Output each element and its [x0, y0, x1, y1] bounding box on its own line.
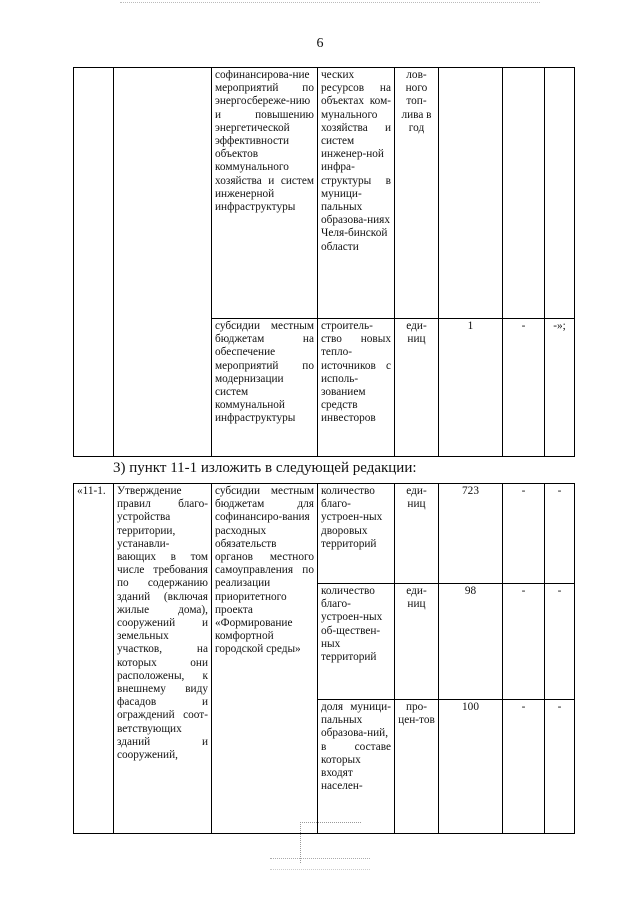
table-continuation — [73, 67, 575, 457]
cell-value-3: -»; — [545, 319, 575, 457]
cell-empty-1 — [74, 68, 114, 457]
cell-empty-2 — [114, 68, 212, 457]
cell-measure: субсидии местным бюджетам на обеспечение мероприятий по модернизации систем коммунальной инфраструктуры — [212, 319, 318, 457]
cell-value-2 — [503, 68, 545, 319]
faint-stamp — [300, 822, 361, 863]
table-row — [74, 484, 575, 584]
cell-unit: еди-ниц — [395, 484, 439, 584]
scan-noise-top — [120, 2, 540, 7]
cell-value: 723 — [439, 484, 503, 584]
cell-value-2: - — [503, 319, 545, 457]
cell-value-2: - — [503, 484, 545, 584]
cell-value-3: - — [545, 584, 575, 700]
table-row — [74, 68, 575, 319]
cell-indicator: количество благо-устроен-ных об-ществен-ных территорий — [318, 584, 395, 700]
table-item-11-1 — [73, 483, 575, 834]
cell-value: 98 — [439, 584, 503, 700]
cell-value-2: - — [503, 584, 545, 700]
cell-value-3 — [545, 68, 575, 319]
cell-indicator: количество благо-устроен-ных дворовых территорий — [318, 484, 395, 584]
cell-unit: еди-ниц — [395, 319, 439, 457]
cell-unit: про-цен-тов — [395, 700, 439, 834]
amendment-sentence: 3) пункт 11-1 изложить в следующей редакции: — [113, 460, 417, 476]
cell-indicator: доля муници-пальных образова-ний, в составе которых входят населен- — [318, 700, 395, 834]
cell-value-3: - — [545, 700, 575, 834]
cell-value: 1 — [439, 319, 503, 457]
item-number: «11-1. — [74, 484, 114, 834]
cell-value-3: - — [545, 484, 575, 584]
cell-value — [439, 68, 503, 319]
page-number: 6 — [316, 36, 324, 51]
cell-requirement: Утверждение правил благо-устройства территории, устанавли-вающих в том числе требования по содержанию зданий (включая жилые дома), сооружений и земельных участков, на которых они расположены, к внешнему виду фасадов и ограждений соот-ветствующих зданий и сооружений, — [114, 484, 212, 834]
cell-value: 100 — [439, 700, 503, 834]
cell-unit: еди-ниц — [395, 584, 439, 700]
cell-indicator: ческих ресурсов на объектах ком-мунального хозяйства и систем инженер-ной инфра-структуры в муници-пальных образова-ниях Челя-бинской области — [318, 68, 395, 319]
cell-indicator: строитель-ство новых тепло-источников с исполь-зованием средств инвесторов — [318, 319, 395, 457]
cell-unit: лов-ного топ-лива в год — [395, 68, 439, 319]
cell-measure: софинансирова-ние мероприятий по энергосбереже-нию и повышению энергетической эффективности объектов коммунального хозяйства и систем инженерной инфраструктуры — [212, 68, 318, 319]
cell-subsidy: субсидии местным бюджетам для софинансиро-вания расходных обязательств органов местного самоуправления по реализации приоритетного проекта «Формирование комфортной городской среды» — [212, 484, 318, 834]
cell-value-2: - — [503, 700, 545, 834]
scan-noise-bottom — [270, 858, 370, 870]
